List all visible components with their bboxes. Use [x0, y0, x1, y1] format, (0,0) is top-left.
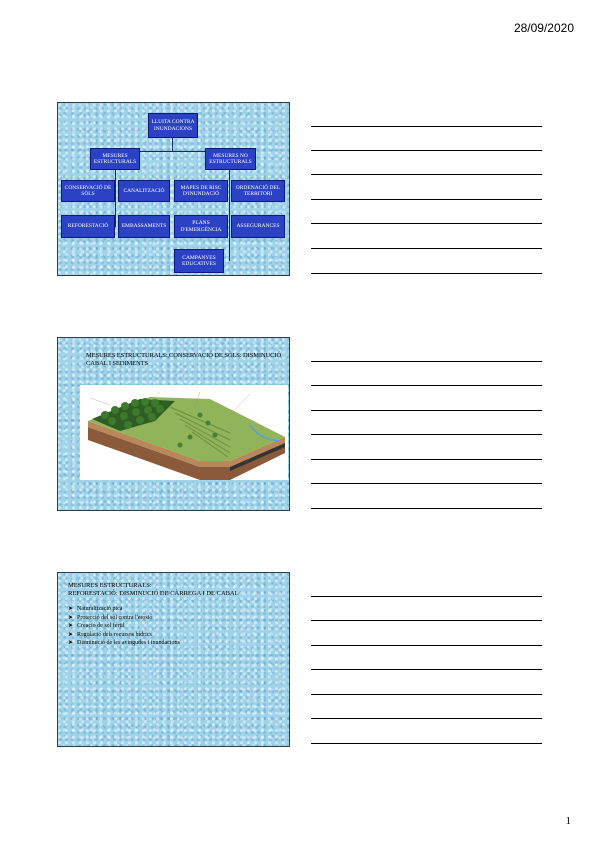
- slide-3-title: [68, 582, 283, 598]
- arrow-bullet-icon: ➤: [68, 640, 74, 646]
- list-item: ➤ Protecció del sòl contra l'erosió: [68, 614, 153, 621]
- reforestation-box: REFORESTACIÓ: [61, 215, 115, 238]
- connector: [172, 137, 173, 151]
- slide-2-title: MESURES ESTRUCTURALS: CONSERVACIÓ DE SÒLS: DISMINUCIÓ CABAL I SEDIMENTS: [86, 352, 282, 367]
- structural-measures-box: MESURES ESTRUCTURALS: [90, 148, 140, 170]
- connector: [115, 169, 116, 227]
- slide-3-title-line-1: MESURES ESTRUCTURALS:: [68, 582, 152, 589]
- arrow-bullet-icon: ➤: [68, 614, 74, 621]
- land-planning-box: ORDENACIÓ DEL TERRITORI: [231, 180, 285, 202]
- soil-conservation-illustration: [80, 385, 288, 480]
- slide-2-thumbnail: [57, 337, 290, 511]
- arrow-bullet-icon: ➤: [68, 623, 74, 629]
- emergency-plans-box: PLANS D'EMERGÈNCIA: [174, 215, 228, 238]
- insurance-box: ASSEGURANCES: [231, 215, 285, 238]
- page-number: 1: [565, 815, 571, 827]
- slide-1-thumbnail: [57, 102, 290, 276]
- channelization-box: CANALITZACIÓ: [118, 180, 170, 202]
- list-item: ➤ Naturalització pica: [68, 606, 123, 612]
- arrow-bullet-icon: ➤: [68, 606, 74, 612]
- connector: [229, 169, 230, 261]
- root-box: LLUITA CONTRA INUNDACIONS: [148, 113, 198, 138]
- list-item: ➤ Disminució de les avingudes i inundacions: [68, 640, 180, 646]
- soil-conservation-box: CONSERVACIÓ DE SÒLS: [61, 180, 115, 202]
- education-campaigns-box: CAMPANYES EDUCATIVES: [174, 249, 224, 273]
- list-item: ➤ Creació de sòl fèrtil: [68, 623, 125, 629]
- terrain-block-diagram: [80, 385, 288, 480]
- print-date: 28/09/2020: [513, 21, 574, 35]
- reservoirs-box: EMBASSAMENTS: [118, 215, 170, 238]
- reforestation-benefits-list: [68, 605, 180, 648]
- flood-risk-maps-box: MAPES DE RISC D'INUNDACIÓ: [174, 180, 228, 202]
- slide-3-thumbnail: [57, 572, 290, 747]
- list-item: ➤ Regulació dels recursos hídrics: [68, 631, 152, 638]
- non-structural-measures-box: MESURES NO ESTRUCTURALS: [205, 148, 256, 170]
- arrow-bullet-icon: ➤: [68, 631, 74, 638]
- slide-3-title-line-2: REFORESTACIÓ: DISMINUCIÓ DE CÀRREGA I DE CABAL: [68, 590, 239, 597]
